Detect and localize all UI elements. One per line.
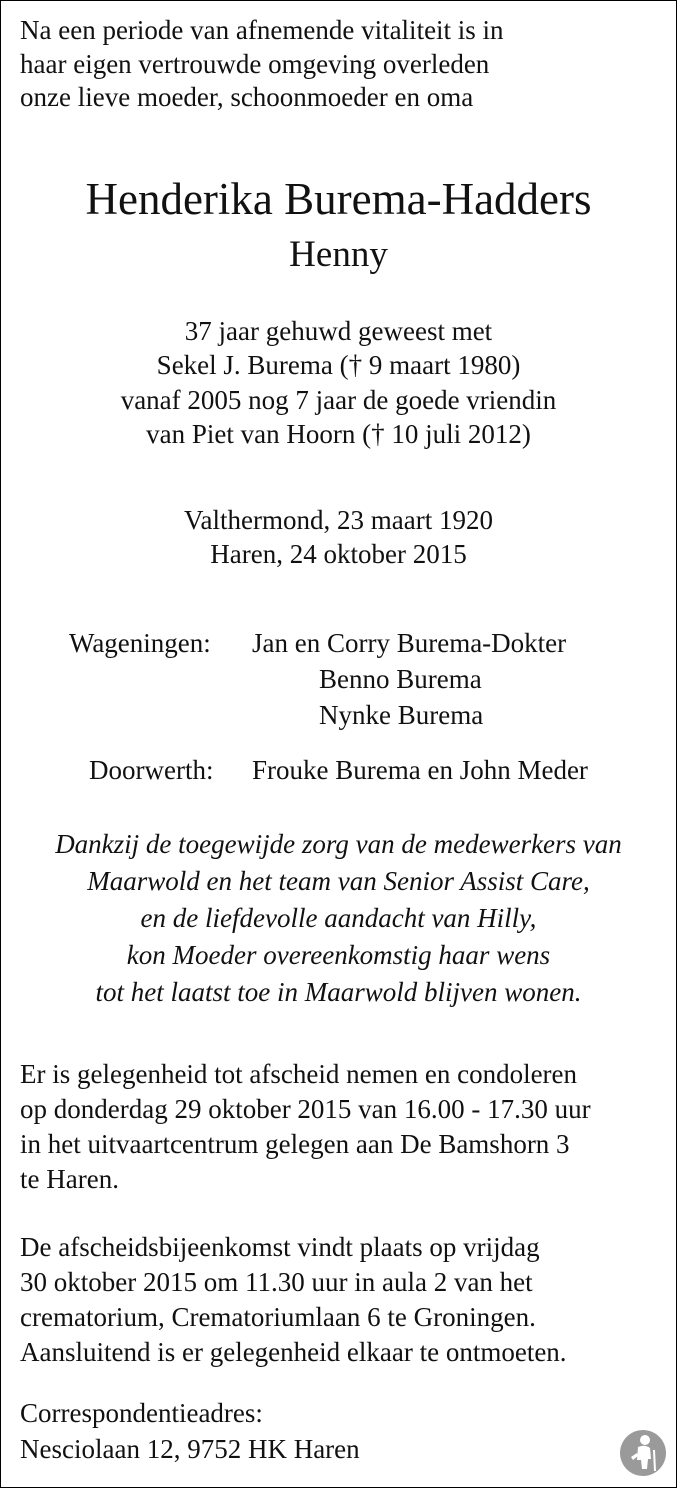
intro-line: Na een periode van afnemende vitaliteit is in [20,15,504,45]
thanks-line: Dankzij de toegewijde zorg van de medewerkers van [55,829,622,859]
farewell-line: crematorium, Crematoriumlaan 6 te Groningen. [20,1302,536,1332]
marriage-line: vanaf 2005 nog 7 jaar de goede vriendin [120,384,557,415]
condolence-line: in het uitvaartcentrum gelegen aan De Bamshorn 3 [20,1129,570,1159]
family-place-label: Wageningen: [69,628,211,658]
family-member: Nynke Burema [319,700,484,730]
mourning-figure-icon [619,1429,667,1477]
correspondence-label: Correspondentieadres: [20,1398,263,1428]
thanks-line: tot het laatst toe in Maarwold blijven wonen. [95,977,582,1007]
intro-line: onze lieve moeder, schoonmoeder en oma [20,82,474,112]
correspondence-address: Nesciolaan 12, 9752 HK Haren [20,1434,360,1464]
marriage-line: Sekel J. Burema († 9 maart 1980) [156,350,521,380]
farewell-line: Aansluitend is er gelegenheid elkaar te ontmoeten. [20,1337,567,1367]
condolence-line: op donderdag 29 oktober 2015 van 16.00 - 17.30 uur [20,1094,591,1124]
family-member: Benno Burema [319,664,482,694]
birth-line: Valthermond, 23 maart 1920 [184,505,493,535]
condolence-line: te Haren. [20,1164,119,1194]
thanks-line: en de liefdevolle aandacht van Hilly, [140,903,537,933]
family-member: Frouke Burema en John Meder [252,755,588,785]
marriage-line: 37 jaar gehuwd geweest met [184,316,493,346]
marriage-line: van Piet van Hoorn († 10 juli 2012) [146,419,531,449]
condolence-line: Er is gelegenheid tot afscheid nemen en condoleren [20,1059,578,1089]
intro-line: haar eigen vertrouwde omgeving overleden [20,48,490,79]
thanks-line: Maarwold en het team van Senior Assist Care, [87,866,590,896]
thanks-line: kon Moeder overeenkomstig haar wens [126,940,551,970]
family-place-label: Doorwerth: [89,755,214,785]
family-member: Jan en Corry Burema-Dokter [252,628,567,658]
deceased-name: Henderika Burema-Hadders [85,174,592,224]
farewell-line: De afscheidsbijeenkomst vindt plaats op vrijdag [20,1232,540,1262]
death-line: Haren, 24 oktober 2015 [210,539,467,569]
deceased-nickname: Henny [289,234,388,275]
farewell-line: 30 oktober 2015 om 11.30 uur in aula 2 van het [20,1267,533,1297]
